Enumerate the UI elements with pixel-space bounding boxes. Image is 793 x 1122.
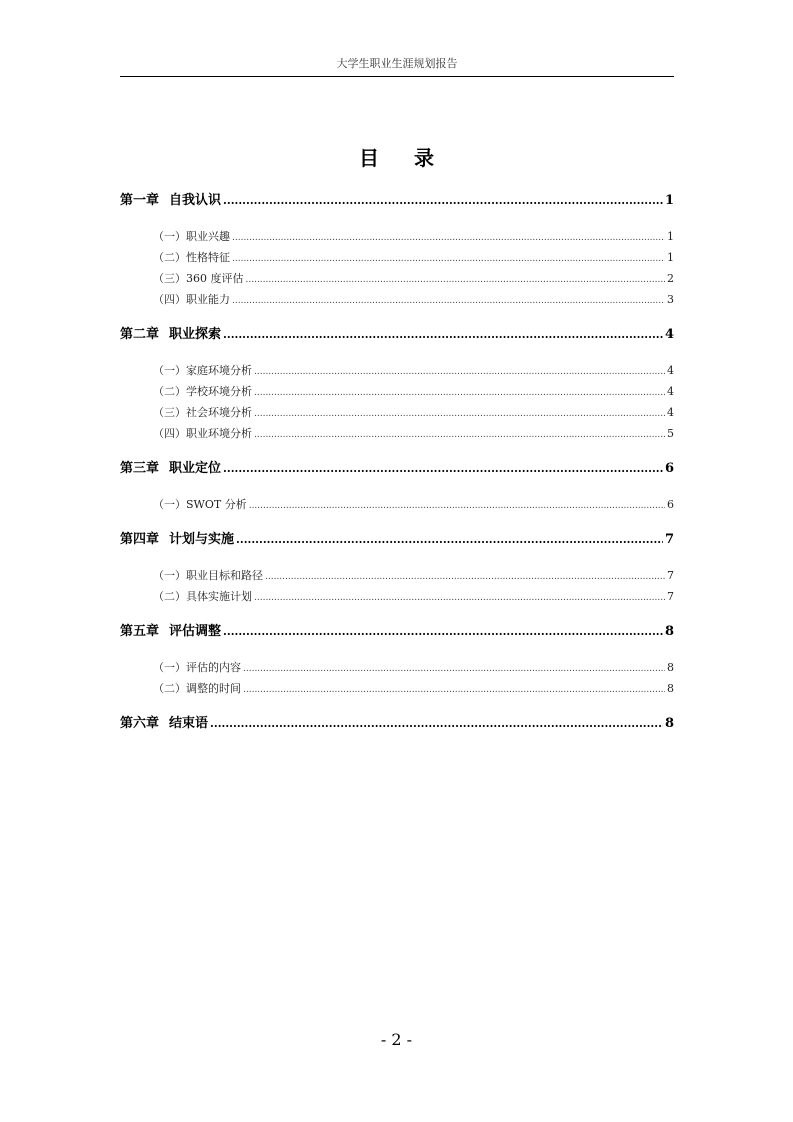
section-title: （四）职业能力	[153, 293, 230, 306]
toc-spacer	[120, 607, 674, 621]
chapter-page-number: 1	[664, 193, 674, 208]
section-title: （三）社会环境分析	[153, 406, 252, 419]
dot-leader	[223, 190, 663, 212]
toc-spacer	[120, 643, 674, 657]
section-title: （三）360 度评估	[153, 272, 244, 285]
section-page-number: 8	[667, 661, 674, 674]
dot-leader	[254, 362, 665, 383]
toc-spacer	[120, 444, 674, 458]
dot-leader	[210, 713, 663, 735]
section-page-number: 7	[667, 569, 674, 582]
toc-chapter-entry[interactable]	[120, 713, 674, 735]
toc-spacer	[120, 310, 674, 324]
toc-chapter-entry[interactable]	[120, 324, 674, 346]
section-page-number: 4	[667, 406, 674, 419]
chapter-number: 第二章	[120, 327, 160, 342]
dot-leader	[232, 249, 665, 270]
chapter-page-number: 8	[664, 716, 674, 731]
dot-leader	[223, 621, 663, 643]
chapter-page-number: 4	[664, 327, 674, 342]
section-page-number: 1	[667, 230, 674, 243]
section-title: （一）评估的内容	[153, 661, 241, 674]
chapter-number: 第三章	[120, 461, 160, 476]
dot-leader	[243, 680, 665, 701]
dot-leader	[236, 529, 663, 551]
section-page-number: 5	[667, 427, 674, 440]
section-title: （二）学校环境分析	[153, 385, 252, 398]
toc-section-entry[interactable]	[120, 360, 674, 381]
section-title: （一）家庭环境分析	[153, 364, 252, 377]
chapter-title: 结束语	[169, 716, 209, 731]
table-of-contents	[120, 190, 674, 735]
toc-section-entry[interactable]	[120, 381, 674, 402]
section-title: （二）性格特征	[153, 251, 230, 264]
dot-leader	[232, 291, 665, 312]
toc-spacer	[120, 699, 674, 713]
dot-leader	[223, 458, 663, 480]
dot-leader	[254, 588, 665, 609]
section-page-number: 7	[667, 590, 674, 603]
toc-section-entry[interactable]	[120, 289, 674, 310]
dot-leader	[246, 270, 666, 291]
chapter-title: 自我认识	[169, 193, 222, 208]
toc-section-entry[interactable]	[120, 268, 674, 289]
toc-section-entry[interactable]	[120, 247, 674, 268]
section-page-number: 4	[667, 385, 674, 398]
section-title: （一）职业兴趣	[153, 230, 230, 243]
section-page-number: 2	[667, 272, 674, 285]
section-title: （一）SWOT 分析	[153, 498, 247, 511]
section-title: （二）具体实施计划	[153, 590, 252, 603]
toc-chapter-entry[interactable]	[120, 529, 674, 551]
chapter-title: 职业定位	[169, 461, 222, 476]
chapter-page-number: 8	[664, 624, 674, 639]
dot-leader	[223, 324, 663, 346]
dot-leader	[254, 425, 665, 446]
section-title: （二）调整的时间	[153, 682, 241, 695]
chapter-title: 职业探索	[169, 327, 222, 342]
chapter-title: 计划与实施	[169, 532, 235, 547]
toc-section-entry[interactable]	[120, 226, 674, 247]
section-title: （四）职业环境分析	[153, 427, 252, 440]
toc-section-entry[interactable]	[120, 402, 674, 423]
toc-section-entry[interactable]	[120, 657, 674, 678]
chapter-number: 第四章	[120, 532, 160, 547]
toc-spacer	[120, 515, 674, 529]
toc-chapter-entry[interactable]	[120, 621, 674, 643]
dot-leader	[243, 659, 665, 680]
chapter-page-number: 7	[664, 532, 674, 547]
page-number: - 2 -	[380, 1030, 413, 1049]
running-header: 大学生职业生涯规划报告	[336, 57, 458, 70]
section-page-number: 8	[667, 682, 674, 695]
toc-chapter-entry[interactable]	[120, 458, 674, 480]
toc-section-entry[interactable]	[120, 494, 674, 515]
toc-section-entry[interactable]	[120, 423, 674, 444]
toc-section-entry[interactable]	[120, 565, 674, 586]
chapter-number: 第五章	[120, 624, 160, 639]
dot-leader	[265, 567, 665, 588]
section-page-number: 3	[667, 293, 674, 306]
dot-leader	[254, 404, 665, 425]
toc-title: 目 录	[359, 146, 448, 170]
chapter-number: 第六章	[120, 716, 160, 731]
toc-spacer	[120, 346, 674, 360]
toc-spacer	[120, 480, 674, 494]
section-page-number: 1	[667, 251, 674, 264]
toc-chapter-entry[interactable]	[120, 190, 674, 212]
section-title: （一）职业目标和路径	[153, 569, 263, 582]
toc-spacer	[120, 551, 674, 565]
toc-section-entry[interactable]	[120, 586, 674, 607]
dot-leader	[254, 383, 665, 404]
dot-leader	[232, 228, 665, 249]
chapter-page-number: 6	[664, 461, 674, 476]
chapter-number: 第一章	[120, 193, 160, 208]
dot-leader	[249, 496, 665, 517]
section-page-number: 4	[667, 364, 674, 377]
toc-section-entry[interactable]	[120, 678, 674, 699]
toc-spacer	[120, 212, 674, 226]
section-page-number: 6	[667, 498, 674, 511]
header-rule	[120, 76, 674, 77]
chapter-title: 评估调整	[169, 624, 222, 639]
